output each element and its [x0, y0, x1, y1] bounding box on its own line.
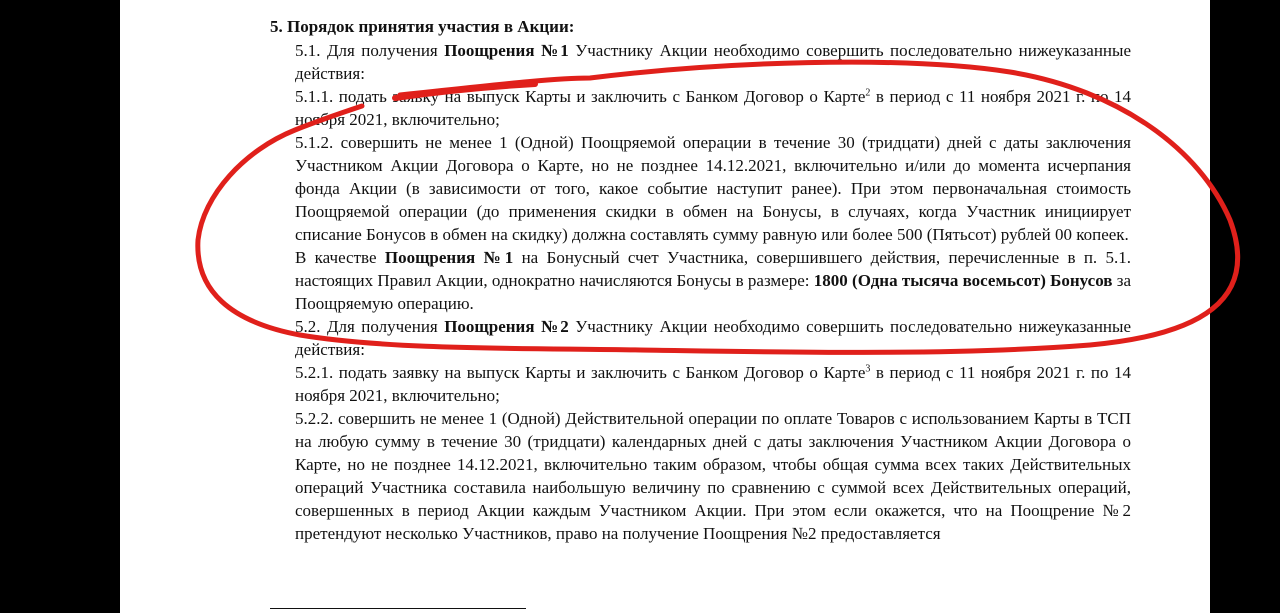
paragraph-5-1-2: 5.1.2. совершить не менее 1 (Одной) Поощряемой операции в течение 30 (тридцати) дней с даты заключения Участником Акции Договора о Карте, но не позднее 14.12.2021, включительно и/или до момента исчерпания фонда Акции (в зависимости от того, какое событие наступит ранее). При этом первоначальная стоимость Поощряемой операции (до применения скидки в обмен на Бонусы, в случаях, когда Участник инициирует списание Бонусов в обмен на скидку) должна составлять сумму равную или более 500 (Пятьсот) рублей 00 копеек. [295, 133, 1131, 244]
paragraph-5-2-1: 5.2.1. подать заявку на выпуск Карты и заключить с Банком Договор о Карте$^3$ в период с 11 ноября 2021 г. по 14 ноября 2021, включительно; [295, 363, 1132, 405]
paragraph-5-2-2: 5.2.2. совершить не менее 1 (Одной) Действительной операции по оплате Товаров с использованием Карты в ТСП на любую сумму в течение 30 (тридцати) календарных дней с даты заключения Участником Акции Договора о Карте, но не позднее 14.12.2021, включительно таким образом, чтобы общая сумма всех таких Действительных операций Участника составила наибольшую величину по сравнению с суммой всех Действительных операций, совершенных в период Акции каждым Участником Акции. При этом если окажется, что на Поощрение №2 претендуют несколько Участников, право на получение Поощрения №2 предоставляется [295, 409, 1131, 543]
section-heading: 5. Порядок принятия участия в Акции: [270, 17, 575, 36]
paragraph-5-1: 5.1. Для получения Поощрения №1 Участнику Акции необходимо совершить последовательно нижеуказанные действия: [295, 41, 1131, 83]
footnote-ref-3: 3 [865, 363, 871, 375]
paragraph-reward-1: В качестве Поощрения №1 на Бонусный счет Участника, совершившего действия, перечисленные в п. 5.1. настоящих Правил Акции, однократно начисляются Бонусы в размере: 1800 (Одна тысяча восемьсот) Бонусов за Поощряемую операцию. [295, 248, 1132, 313]
paragraph-5-1-1: 5.1.1. подать заявку на выпуск Карты и заключить с Банком Договор о Карте$^2$ в период с 11 ноября 2021 г. по 14 ноября 2021, включительно; [295, 87, 1132, 129]
footnote-ref-2: 2 [865, 87, 871, 99]
document-body [295, 39, 1131, 545]
footnote-separator [270, 608, 526, 609]
paragraph-5-2: 5.2. Для получения Поощрения №2 Участнику Акции необходимо совершить последовательно нижеуказанные действия: [295, 317, 1131, 359]
